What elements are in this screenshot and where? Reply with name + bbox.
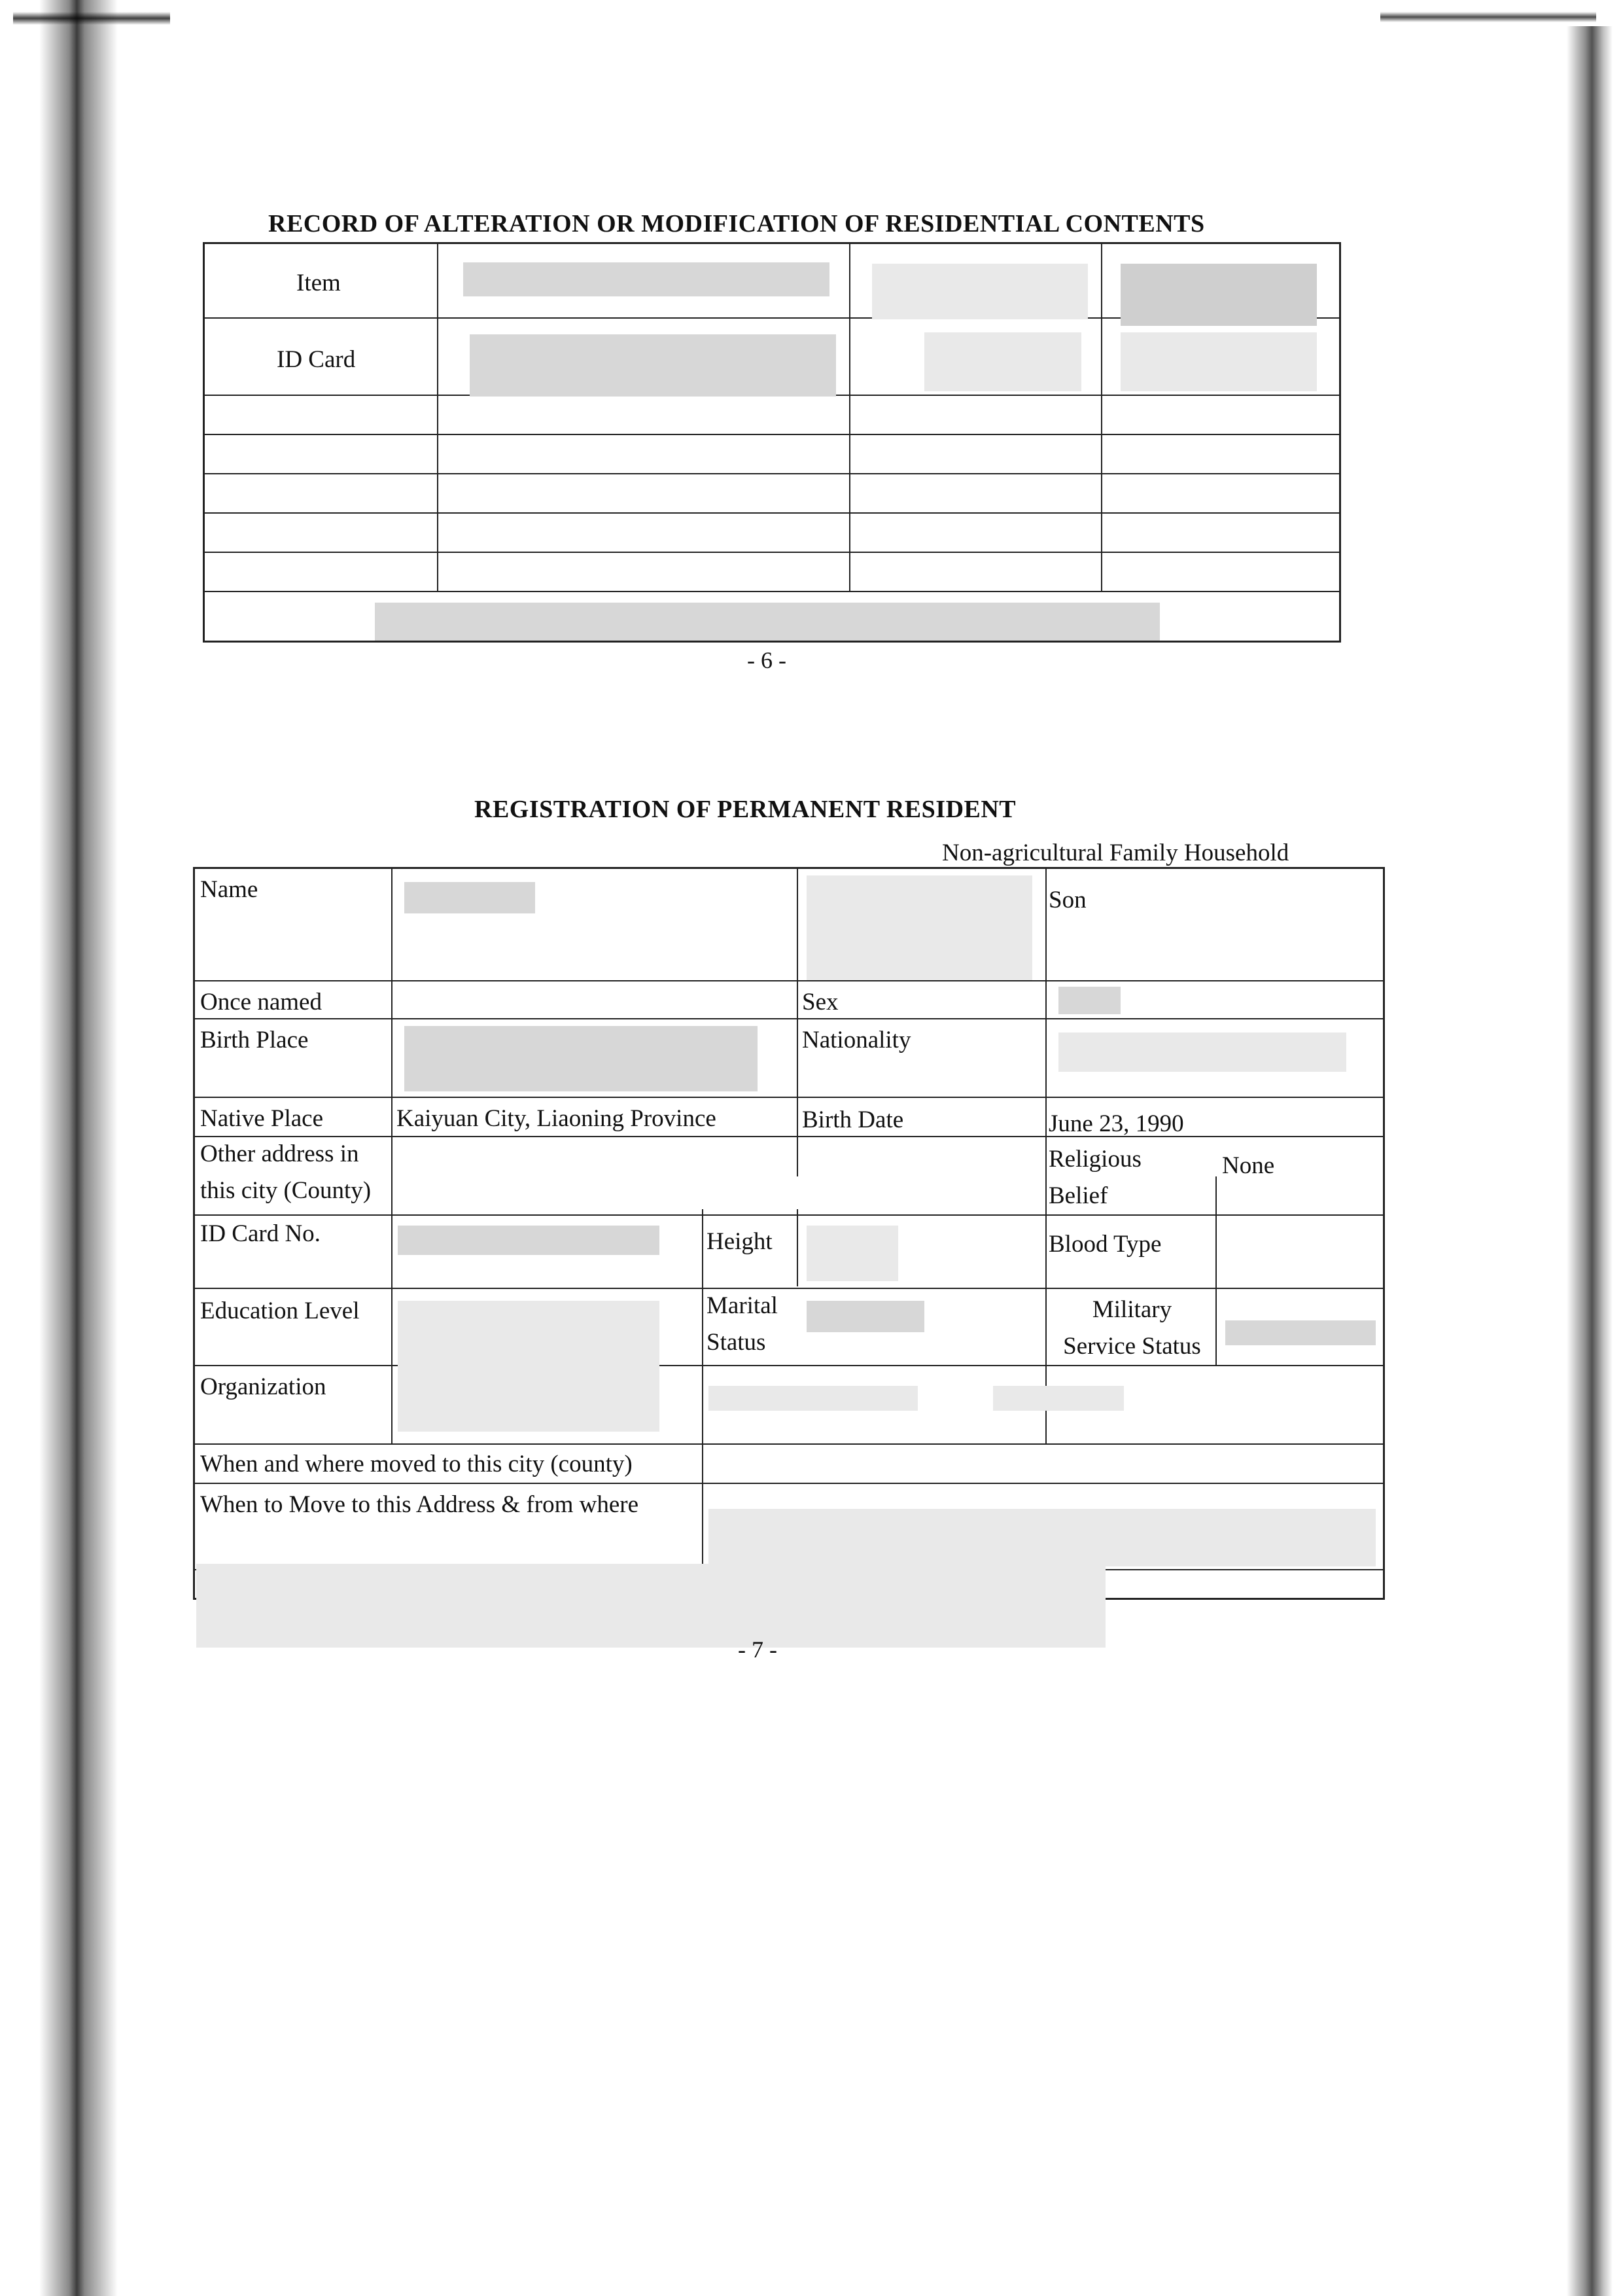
birth-date-value: June 23, 1990 — [1049, 1110, 1184, 1137]
redacted-block — [398, 1226, 659, 1255]
redacted-block — [807, 1301, 924, 1332]
marital-status-label: Marital Status — [707, 1292, 778, 1356]
page6-title: RECORD OF ALTERATION OR MODIFICATION OF RESIDENTIAL CONTENTS — [268, 210, 1205, 238]
redacted-block — [993, 1386, 1124, 1411]
scan-edge-top-right — [1380, 12, 1596, 22]
native-place-label: Native Place — [200, 1105, 323, 1132]
birth-date-label: Birth Date — [802, 1106, 904, 1133]
organization-label: Organization — [200, 1373, 326, 1400]
redacted-block — [1121, 264, 1317, 326]
redacted-block — [924, 332, 1081, 391]
redacted-block — [463, 262, 829, 296]
redacted-block — [1121, 332, 1317, 391]
redacted-block — [1058, 987, 1121, 1014]
redacted-block — [807, 875, 1032, 980]
military-service-label: Military Service Status — [1063, 1296, 1201, 1360]
nationality-label: Nationality — [802, 1027, 911, 1053]
redacted-block — [196, 1564, 1106, 1648]
redacted-block — [404, 882, 535, 913]
scan-edge-top-left — [13, 12, 170, 25]
id-card-label: ID Card — [277, 346, 356, 373]
page7-number: - 7 - — [738, 1636, 777, 1663]
moved-to-address-label: When to Move to this Address & from where — [200, 1491, 638, 1518]
education-level-label: Education Level — [200, 1298, 360, 1324]
birth-place-label: Birth Place — [200, 1027, 309, 1053]
name-label: Name — [200, 876, 258, 903]
redacted-block — [708, 1386, 918, 1411]
redacted-block — [375, 603, 1160, 641]
relation-value: Son — [1049, 887, 1087, 913]
redacted-block — [398, 1301, 659, 1432]
height-label: Height — [707, 1228, 773, 1255]
page7-title: REGISTRATION OF PERMANENT RESIDENT — [474, 796, 1017, 823]
native-place-value: Kaiyuan City, Liaoning Province — [396, 1105, 716, 1132]
other-address-label: Other address in this city (County) — [200, 1140, 372, 1204]
redacted-block — [470, 334, 836, 397]
redacted-block — [1225, 1320, 1376, 1345]
moved-to-city-label: When and where moved to this city (county) — [200, 1451, 633, 1477]
registration-table — [193, 867, 1385, 1600]
sex-label: Sex — [802, 989, 839, 1016]
redacted-block — [404, 1026, 758, 1091]
item-label: Item — [296, 270, 341, 296]
religious-belief-label: Religious Belief — [1049, 1146, 1142, 1209]
once-named-label: Once named — [200, 989, 322, 1016]
scan-edge-right — [1567, 26, 1613, 2296]
redacted-block — [807, 1226, 898, 1281]
redacted-block — [1058, 1033, 1346, 1072]
blood-type-label: Blood Type — [1049, 1231, 1162, 1258]
id-card-no-label: ID Card No. — [200, 1220, 321, 1247]
alteration-record-table — [203, 242, 1341, 643]
religious-belief-value: None — [1222, 1152, 1275, 1179]
page6-number: - 6 - — [747, 647, 786, 673]
redacted-block — [708, 1509, 1376, 1566]
household-type: Non-agricultural Family Household — [942, 839, 1289, 866]
scan-edge-left — [39, 0, 118, 2296]
redacted-block — [872, 264, 1088, 319]
